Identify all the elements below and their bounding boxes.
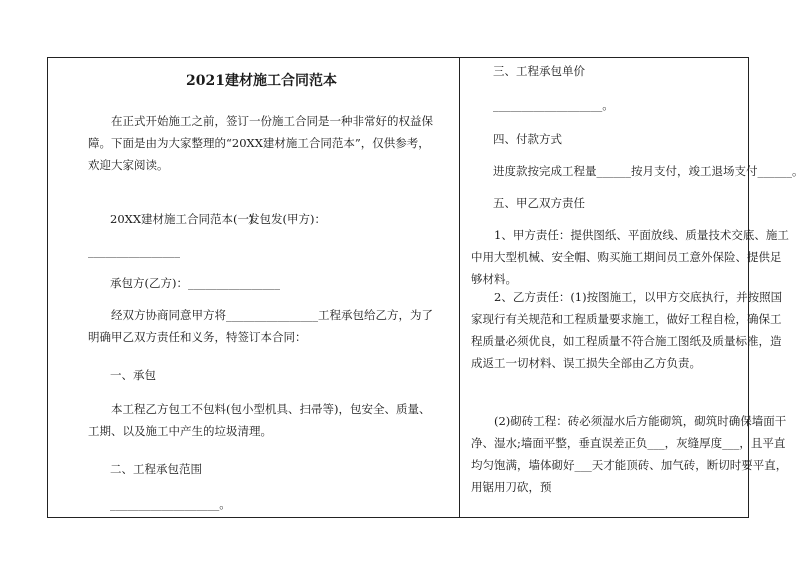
section-5-title: 五、甲乙双方责任 [493,196,585,210]
document-title: 2021建材施工合同范本 [186,73,337,89]
section-3-title: 三、工程承包单价 [493,64,585,78]
party-a-duties: 1、甲方责任：提供图纸、平面放线、质量技术交底、施工中用大型机械、安全帽、购买施工期间员工意外保险、提供足够材料。 [471,228,789,286]
section-2-blank: ___________________。 [110,497,231,511]
intro-paragraph: 在正式开始施工之前，签订一份施工合同是一种非常好的权益保障。下面是由为大家整理的“20XX建材施工合同范本”，仅供参考，欢迎大家阅读。 [88,114,433,172]
party-b-label: 承包方(乙方)：________________ [110,276,280,290]
section-2-title: 二、工程承包范围 [110,462,202,476]
party-a-label: 发包发(甲方)： [248,212,326,226]
agreement-paragraph: 经双方协商同意甲方将________________工程承包给乙方，为了明确甲乙双方责任和义务，特签订本合同： [88,308,433,344]
party-b-duties: 2、乙方责任：(1)按图施工，以甲方交底执行，并按照国家现行有关规范和工程质量要求施工，做好工程自检，确保工程质量必须优良，如工程质量不符合施工图纸及质量标准，造成返工一切材料、误工损失全部由乙方负责。 [471,290,783,370]
column-divider [459,58,460,517]
section-4-body: 进度款按完成工程量______按月支付，竣工退场支付______。 [493,164,804,178]
section-3-blank: ___________________。 [493,98,614,112]
sample-heading: 20XX建材施工合同范本(一) [110,212,254,226]
masonry-paragraph: (2)砌砖工程：砖必须湿水后方能砌筑，砌筑时确保墙面干净、湿水;墙面平整，垂直误差正负___，灰缝厚度___，且平直均匀饱满，墙体砌好___天才能顶砖、加气砖，断切时要平直，用锯用刀砍，预 [471,414,788,494]
section-4-title: 四、付款方式 [493,132,562,146]
section-1-title: 一、承包 [110,368,156,382]
section-1-body: 本工程乙方包工不包料(包小型机具、扫帚等)，包安全、质量、工期、以及施工中产生的垃圾清理。 [88,402,431,438]
document-page [47,57,804,518]
party-a-blank: ________________ [88,244,180,258]
